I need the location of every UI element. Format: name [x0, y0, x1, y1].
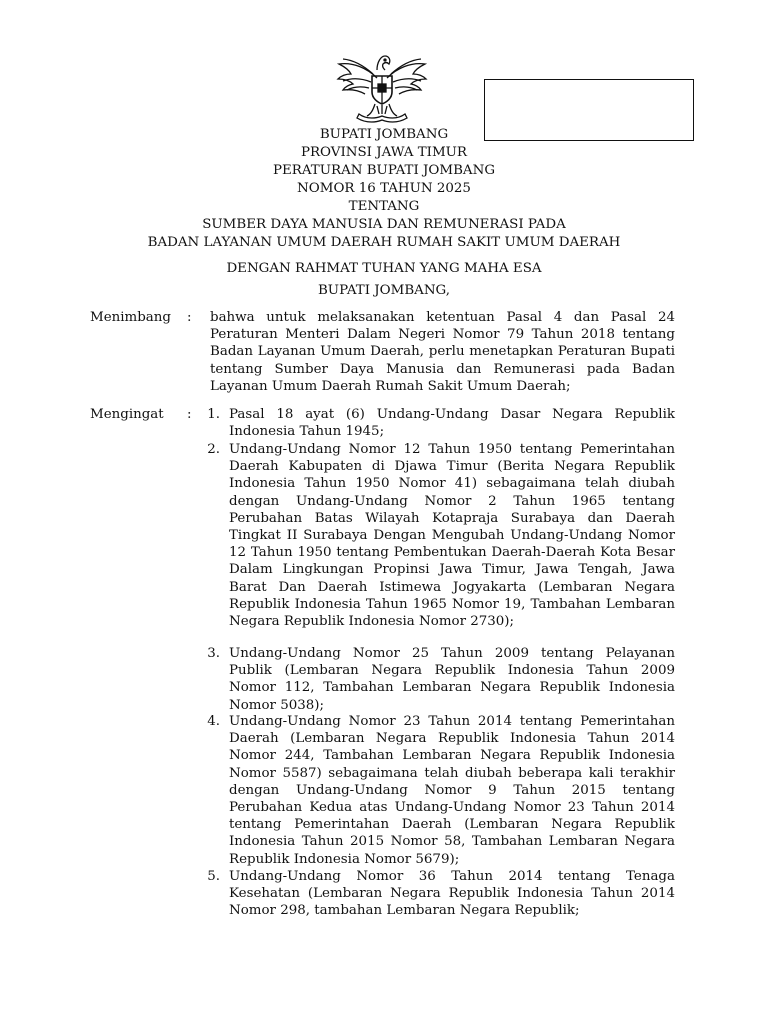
province-title: PROVINSI JAWA TIMUR [300, 145, 468, 160]
preamble: DENGAN RAHMAT TUHAN YANG MAHA ESA [226, 261, 542, 276]
menimbang-label: Menimbang [90, 310, 171, 325]
mengingat-colon: : [187, 407, 192, 422]
mengingat-label: Mengingat [90, 407, 164, 422]
tentang-label: TENTANG [348, 199, 420, 214]
list-item-number: 1. [207, 407, 220, 422]
list-item-text: Undang-Undang Nomor 12 Tahun 1950 tentang Pemerintahan Daerah Kabupaten di Djawa Timur (Berita Negara Republik Indonesia Tahun 1950 Nomor 41) sebagaimana telah diubah dengan Undang-Undang Nomor 2 Tahun 1965 tentang Perubahan Batas Wilayah Kotapraja Surabaya dan Daerah Tingkat II Surabaya Dengan Mengubah Undang-Undang Nomor 12 Tahun 1950 tentang Pembentukan Daerah-Daerah Kota Besar Dalam Lingkungan Propinsi Jawa Timur, Jawa Tengah, Jawa Barat Dan Daerah Istimewa Jogyakarta (Lembaran Negara Republik Indonesia Tahun 1965 Nomor 19, Tambahan Lembaran Negara Republik Indonesia Nomor 2730); [229, 442, 675, 630]
issuer-title: BUPATI JOMBANG [319, 127, 449, 142]
list-item-text: Undang-Undang Nomor 25 Tahun 2009 tentang Pelayanan Publik (Lembaran Negara Republik Indonesia Tahun 2009 Nomor 112, Tambahan Lembaran Negara Republik Indonesia Nomor 5038); [229, 646, 675, 713]
list-item-text: Pasal 18 ayat (6) Undang-Undang Dasar Negara Republik Indonesia Tahun 1945; [229, 407, 675, 440]
list-item-number: 4. [207, 714, 220, 729]
list-item-number: 3. [207, 646, 220, 661]
list-item-number: 5. [207, 869, 220, 884]
header-block [0, 126, 768, 252]
subject-line-1: SUMBER DAYA MANUSIA DAN REMUNERASI PADA [202, 217, 566, 232]
subject-line-2: BADAN LAYANAN UMUM DAERAH RUMAH SAKIT UMUM DAERAH [147, 235, 621, 250]
menimbang-text: bahwa untuk melaksanakan ketentuan Pasal 4 dan Pasal 24 Peraturan Menteri Dalam Negeri Nomor 79 Tahun 2018 tentang Badan Layanan Umum Daerah, perlu menetapkan Peraturan Bupati tentang Sumber Daya Manusia dan Remunerasi pada Badan Layanan Umum Daerah Rumah Sakit Umum Daerah; [210, 310, 675, 394]
regulation-title: PERATURAN BUPATI JOMBANG [272, 163, 496, 178]
preamble-block [0, 260, 768, 300]
list-item-text: Undang-Undang Nomor 36 Tahun 2014 tentang Tenaga Kesehatan (Lembaran Negara Republik Indonesia Tahun 2014 Nomor 298, tambahan Lembaran Negara Republik; [229, 869, 675, 919]
issuer-signature-heading: BUPATI JOMBANG, [317, 283, 451, 298]
list-item-text: Undang-Undang Nomor 23 Tahun 2014 tentang Pemerintahan Daerah (Lembaran Negara Republik Indonesia Tahun 2014 Nomor 244, Tambahan Lembaran Negara Republik Indonesia Nomor 5587) sebagaimana telah diubah beberapa kali terakhir dengan Undang-Undang Nomor 9 Tahun 2015 tentang Perubahan Kedua atas Undang-Undang Nomor 23 Tahun 2014 tentang Pemerintahan Daerah (Lembaran Negara Republik Indonesia Tahun 2015 Nomor 58, Tambahan Lembaran Negara Republik Indonesia Nomor 5679); [229, 714, 675, 867]
menimbang-colon: : [187, 310, 192, 325]
regulation-number: NOMOR 16 TAHUN 2025 [297, 181, 471, 196]
list-item-number: 2. [207, 442, 220, 457]
garuda-emblem-icon [333, 48, 431, 124]
